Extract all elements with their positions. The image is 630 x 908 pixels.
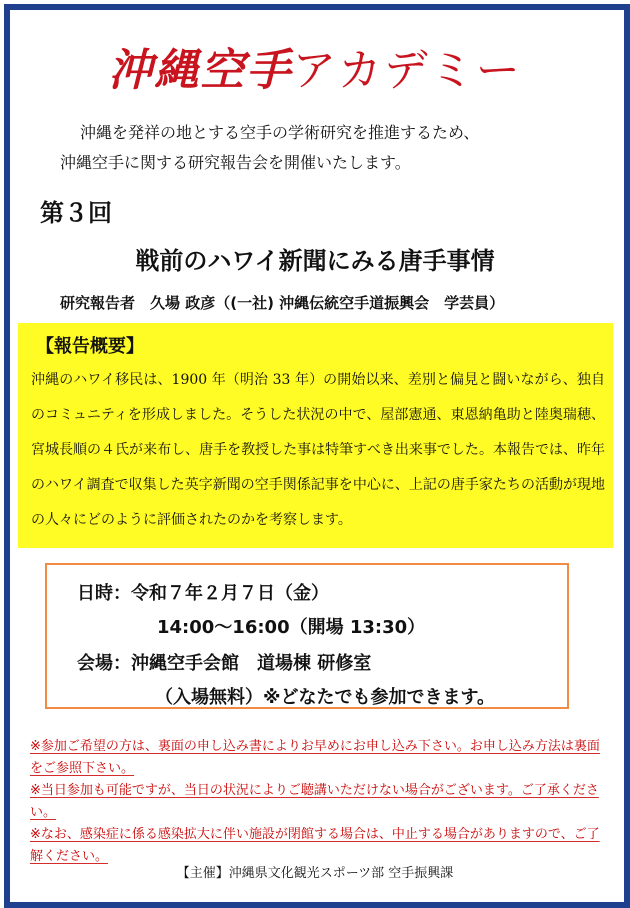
intro-line-1: 沖縄を発祥の地とする空手の学術研究を推進するため、 (80, 123, 480, 142)
event-title (0, 34, 630, 98)
title-rest-text: アカデミー (292, 45, 522, 96)
note-1: ※参加ご希望の方は、裏面の申し込み書によりお早めにお申し込み下さい。お申し込み方法は裏面をご参照下さい。 (30, 739, 600, 776)
session-number: 第３回 (40, 199, 112, 227)
note-2: ※当日参加も可能ですが、当日の状況によりご聴講いただけない場合がございます。ご了承ください。 (30, 783, 599, 820)
event-info-box (45, 563, 569, 709)
title-brush-text: 沖縄空手 (108, 45, 293, 96)
notes (30, 736, 600, 868)
report-topic: 戦前のハワイ新聞にみる唐手事情 (135, 247, 495, 275)
summary-text: 沖縄のハワイ移民は、1900 年（明治 33 年）の開始以来、差別と偏見と闘いながら、独自のコミュニティを形成しました。そうした状況の中で、屋部憲通、東恩納亀助と陸奥瑞穂、宮城長順の４氏が来布し、唐手を教授した事は特筆すべき出来事でした。本報告では、昨年のハワイ調査で収集した英字新聞の空手関係記事を中心に、上記の唐手家たちの活動が現地の人々にどのように評価されたのかを考察します。 (31, 372, 605, 528)
event-fee: （入場無料）※どなたでも参加できます。 (155, 687, 496, 708)
event-time: 14:00～16:00（開場 13:30） (157, 617, 426, 638)
note-3: ※なお、感染症に係る感染拡大に伴い施設が閉館する場合は、中止する場合がありますので、ご了解ください。 (30, 827, 600, 864)
event-date: 日時：令和７年２月７日（金） (77, 583, 329, 604)
intro-line-2: 沖縄空手に関する研究報告会を開催いたします。 (60, 153, 411, 172)
reporter-line: 研究報告者 久場 政彦（(一社) 沖縄伝統空手道振興会 学芸員） (60, 294, 505, 312)
summary-heading: 【報告概要】 (36, 336, 144, 357)
summary-box (18, 323, 613, 548)
event-venue: 会場：沖縄空手会館 道場棟 研修室 (77, 653, 372, 674)
organizer: 【主催】沖縄県文化観光スポーツ部 空手振興課 (176, 866, 454, 881)
